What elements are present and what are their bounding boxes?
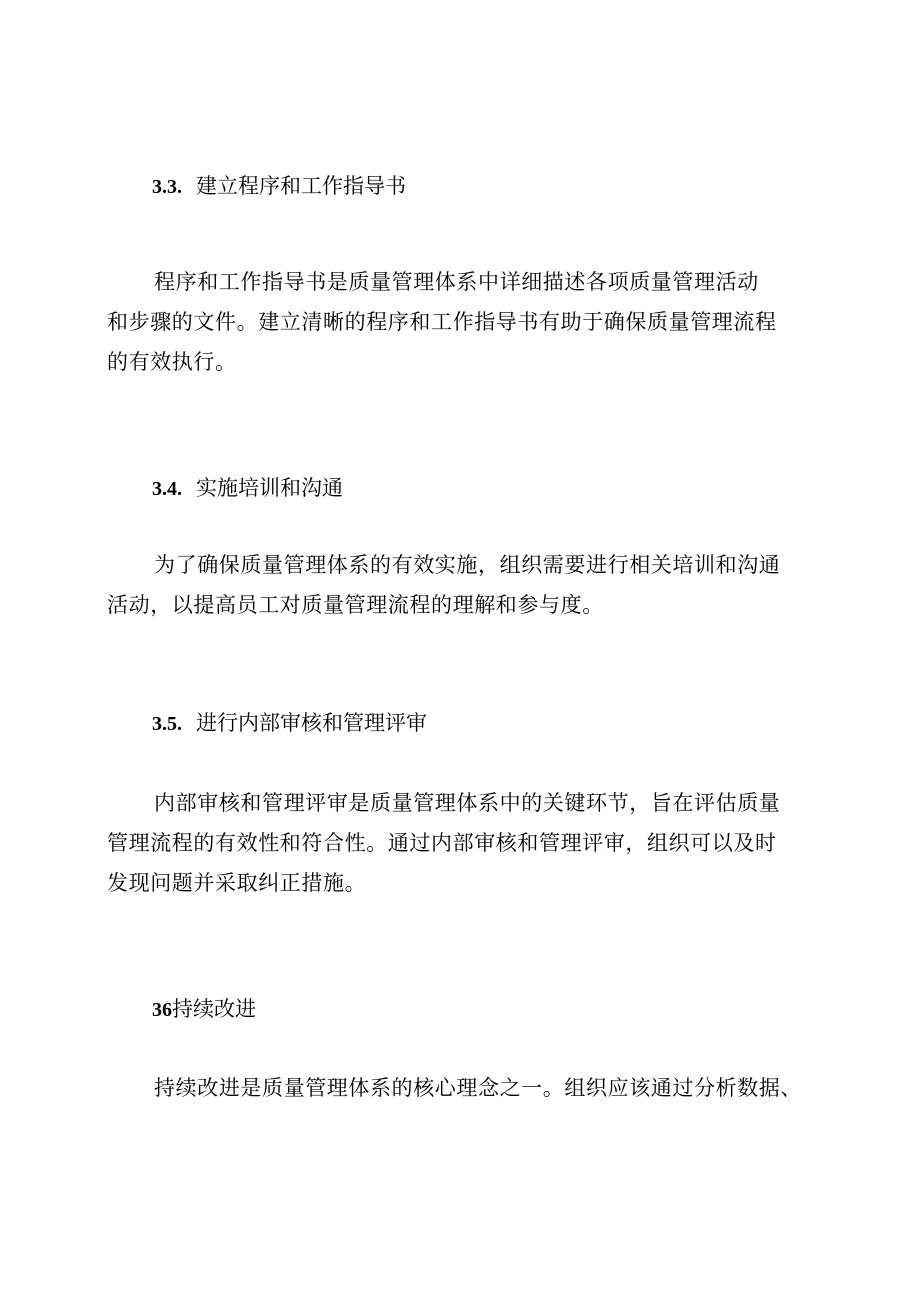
section-heading — [152, 474, 343, 503]
paragraph-line: 持续改进是质量管理体系的核心理念之一。组织应该通过分析数据、 — [154, 1076, 802, 1100]
section-number: 3.5. — [152, 713, 182, 735]
paragraph-line: 的有效执行。 — [107, 350, 237, 374]
paragraph-line: 和步骤的文件。建立清晰的程序和工作指导书有助于确保质量管理流程 — [107, 310, 777, 334]
section-number: 3.4. — [152, 478, 182, 500]
section-paragraph — [107, 783, 827, 903]
section-heading — [152, 709, 427, 738]
paragraph-line: 管理流程的有效性和符合性。通过内部审核和管理评审，组织可以及时 — [107, 831, 777, 855]
paragraph-line: 内部审核和管理评审是质量管理体系中的关键环节，旨在评估质量 — [154, 791, 781, 815]
paragraph-line: 活动，以提高员工对质量管理流程的理解和参与度。 — [107, 593, 604, 617]
section-title: 实施培训和沟通 — [196, 476, 343, 500]
section-number: 36 — [152, 999, 172, 1021]
section-number: 3.3. — [152, 176, 182, 198]
paragraph-line: 程序和工作指导书是质量管理体系中详细描述各项质量管理活动 — [154, 270, 759, 294]
section-heading — [152, 995, 256, 1024]
section-paragraph — [107, 1068, 827, 1108]
paragraph-line: 为了确保质量管理体系的有效实施，组织需要进行相关培训和沟通 — [154, 553, 781, 577]
section-paragraph — [107, 545, 827, 625]
section-title: 建立程序和工作指导书 — [196, 174, 406, 198]
section-title: 持续改进 — [172, 997, 256, 1021]
section-heading — [152, 172, 406, 201]
section-paragraph — [107, 262, 827, 382]
paragraph-line: 发现问题并采取纠正措施。 — [107, 871, 367, 895]
section-title: 进行内部审核和管理评审 — [196, 711, 427, 735]
